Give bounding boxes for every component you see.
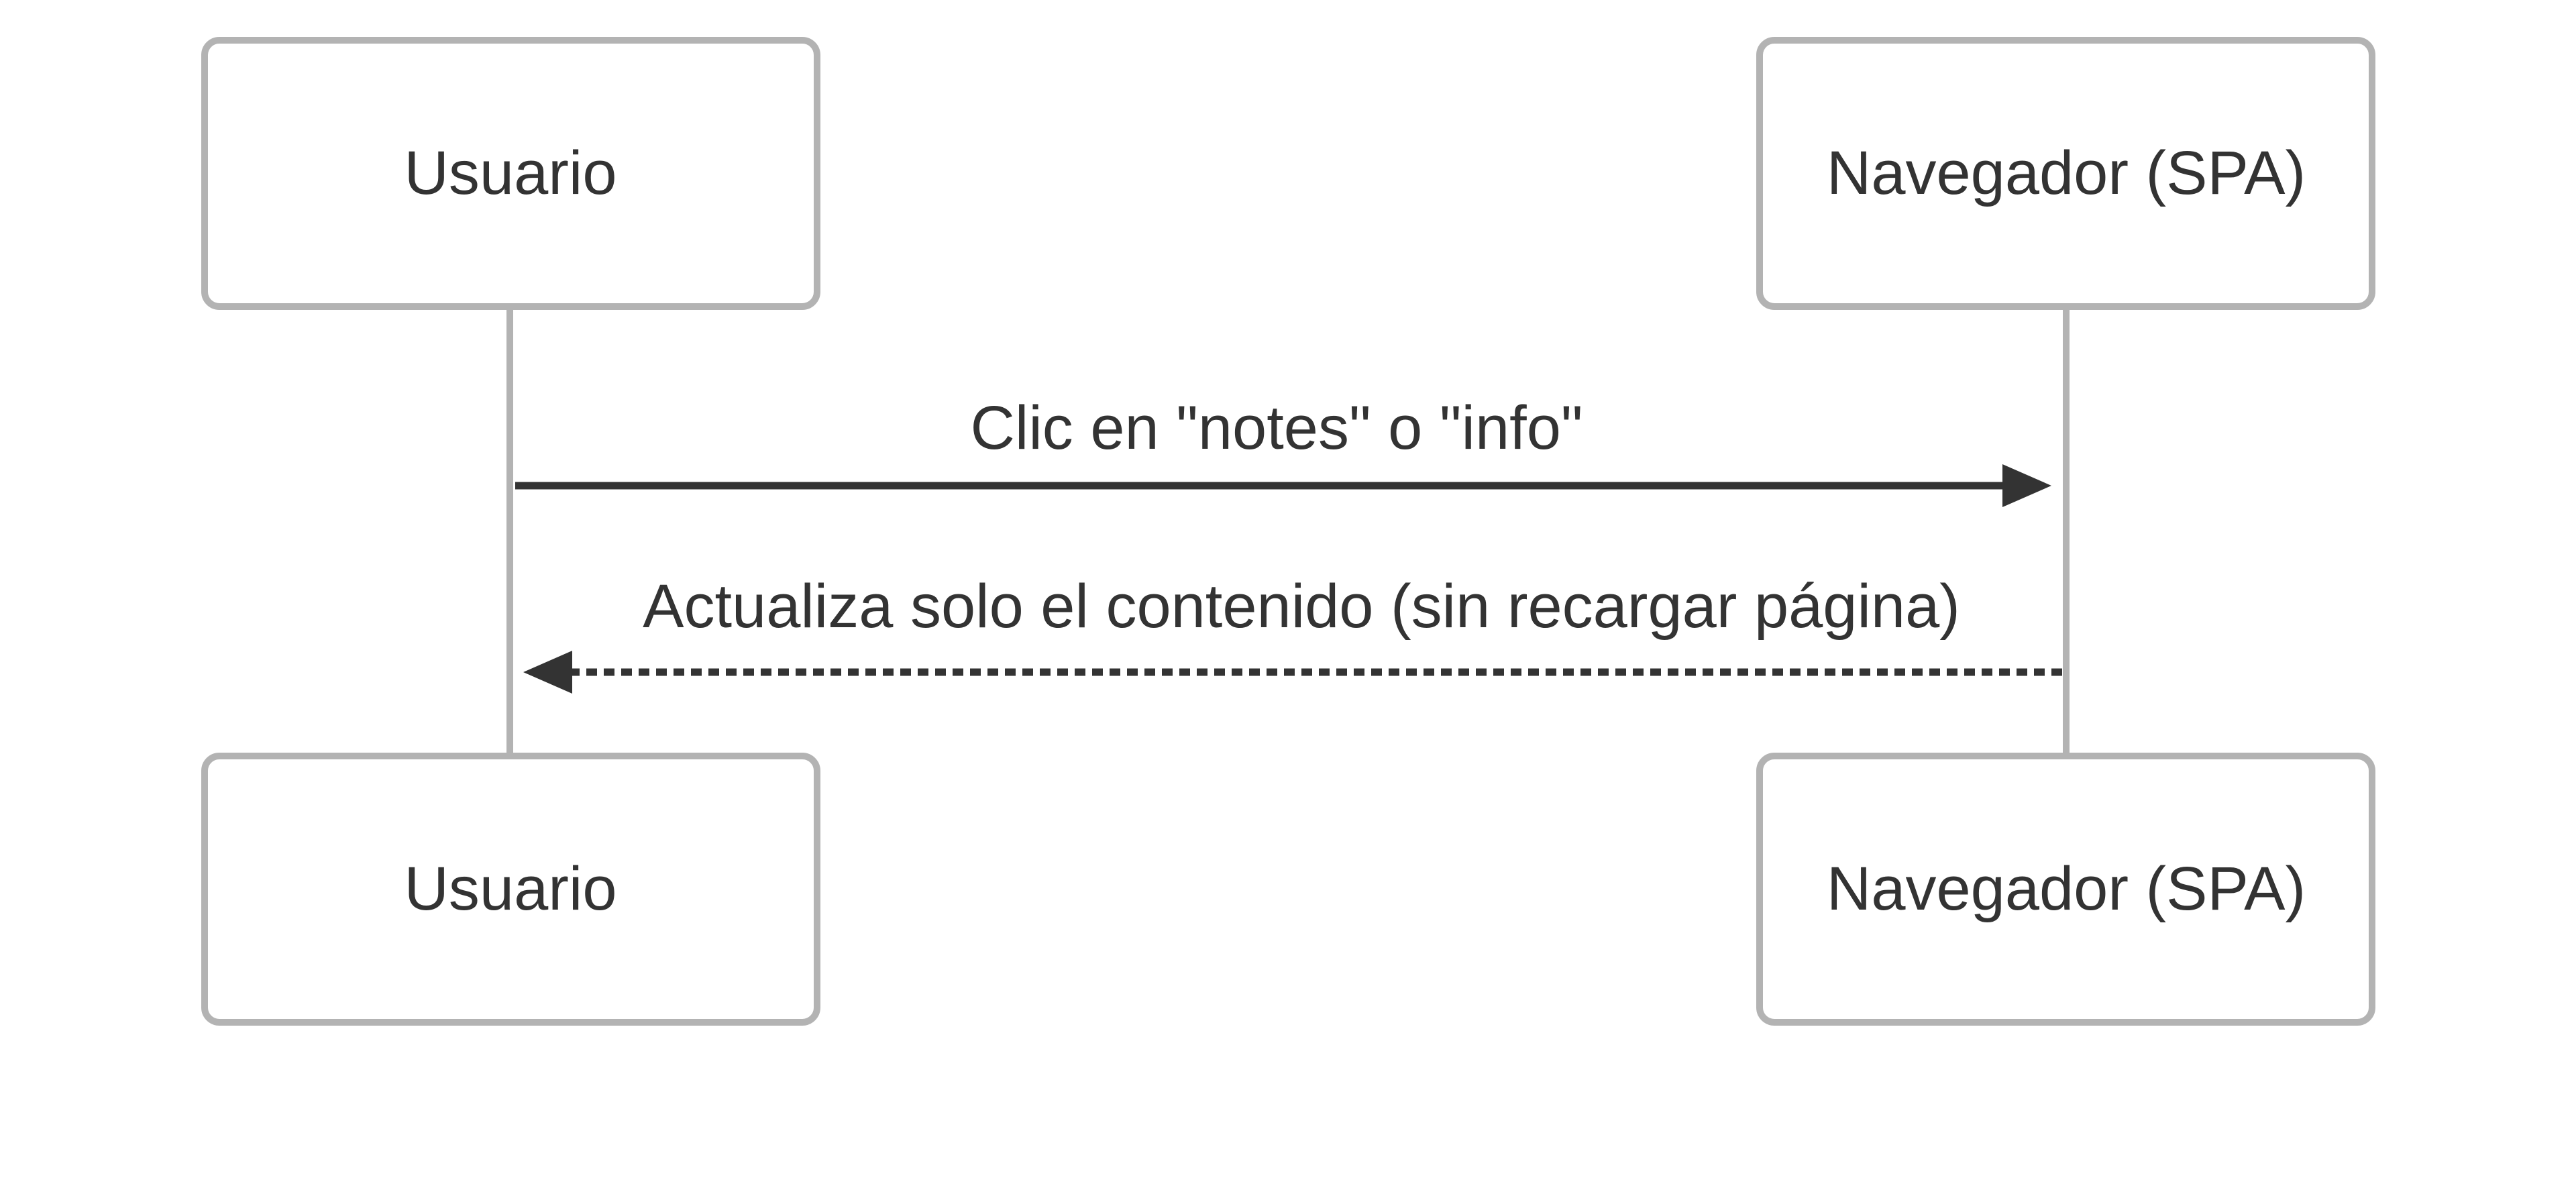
actor-label: Usuario [404,139,617,207]
message-label: Actualiza solo el contenido (sin recargar página) [643,572,1960,641]
actor-browser-top [1760,40,2372,307]
message-label: Clic en "notes" o "info" [970,394,1583,462]
actor-label: Usuario [404,855,617,923]
actor-browser-bottom [1760,756,2372,1022]
actor-user-bottom [205,756,817,1022]
actor-user-top [205,40,817,307]
actor-label: Navegador (SPA) [1826,855,2306,923]
message-2 [523,572,2062,694]
actor-label: Navegador (SPA) [1826,139,2306,207]
arrowhead-right-icon [2002,464,2051,507]
arrowhead-left-icon [523,651,572,694]
message-1 [515,394,2051,507]
